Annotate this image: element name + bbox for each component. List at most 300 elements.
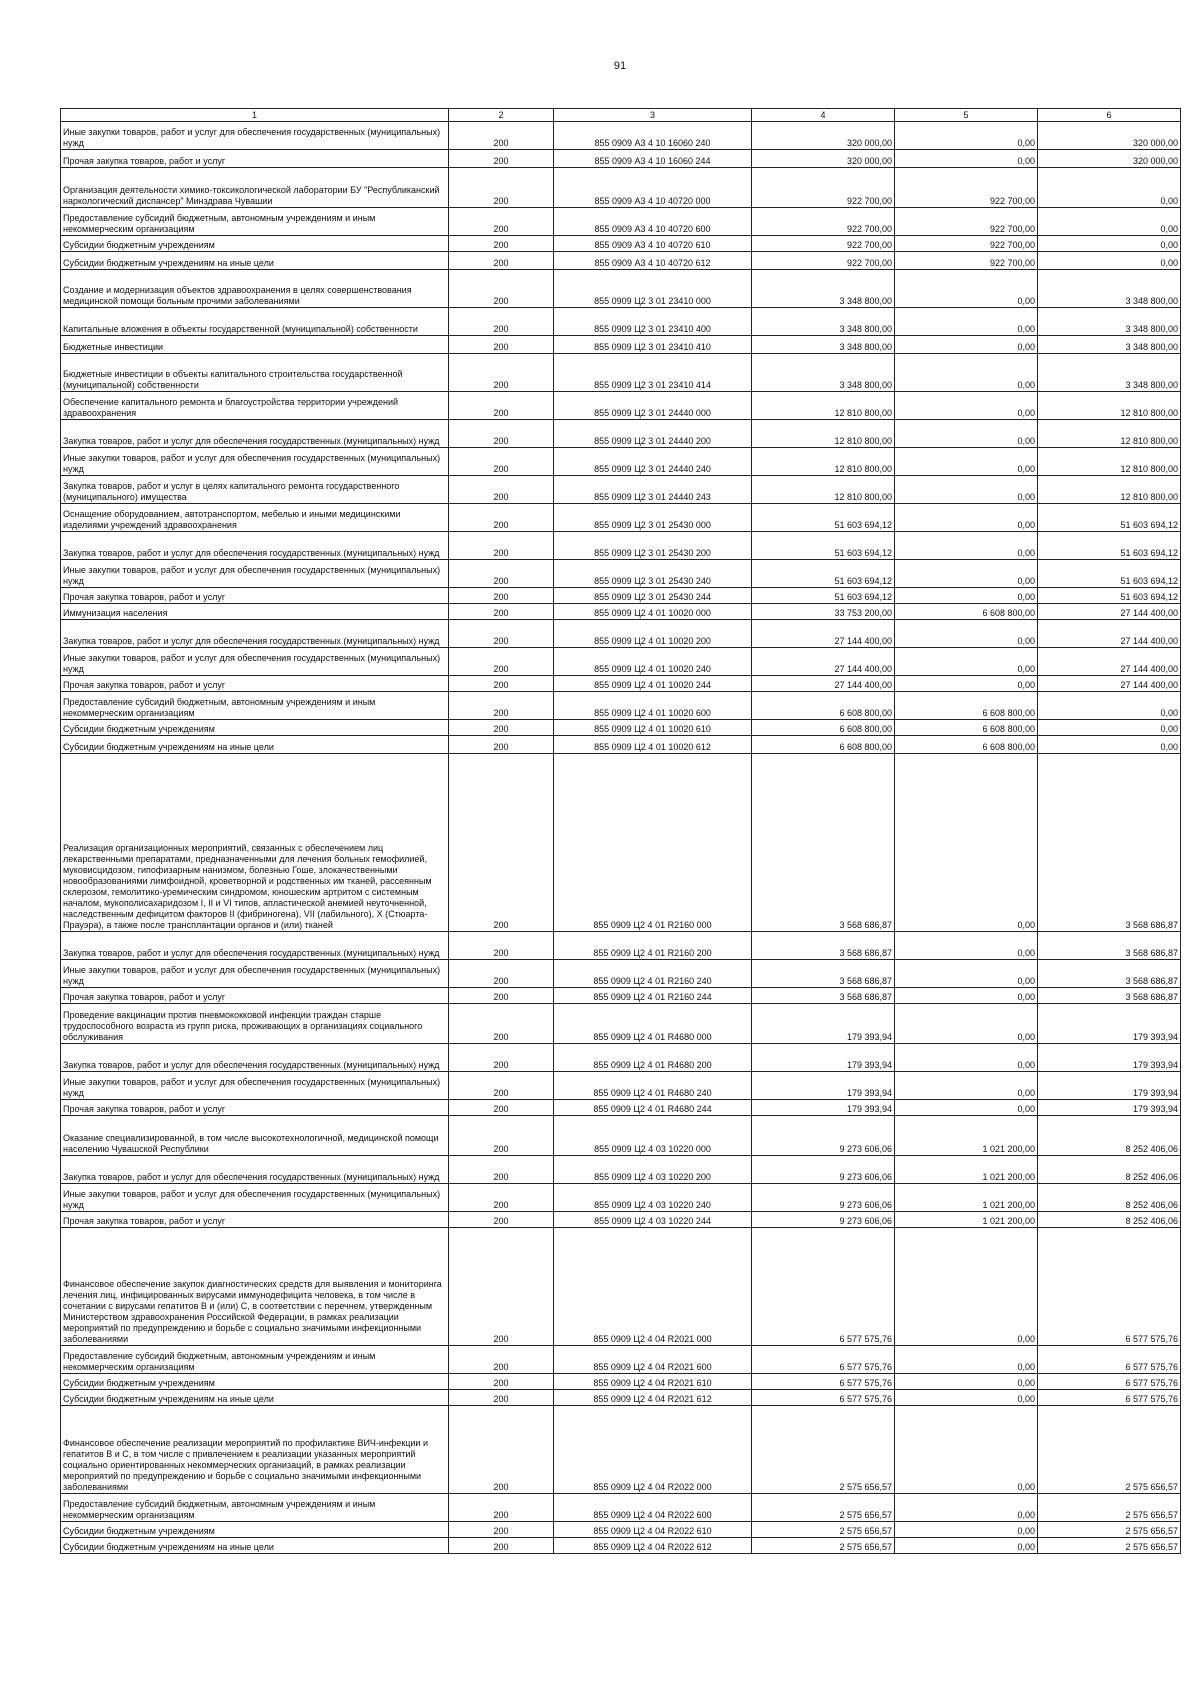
row-name: Субсидии бюджетным учреждениям [61,1522,449,1538]
row-value-col6: 12 810 800,00 [1038,476,1181,504]
row-value-col4: 320 000,00 [752,122,895,150]
row-name: Иные закупки товаров, работ и услуг для обеспечения государственных (муниципальных) нужд [61,448,449,476]
row-value-col5: 0,00 [895,1346,1038,1374]
row-name: Иные закупки товаров, работ и услуг для обеспечения государственных (муниципальных) нужд [61,560,449,588]
row-csr: 855 0909 Ц2 3 01 24440 243 [554,476,752,504]
table-body [61,122,1181,1554]
row-value-col4: 6 608 800,00 [752,736,895,754]
table-row [61,1116,1181,1156]
row-value-col5: 0,00 [895,308,1038,336]
row-value-col5: 0,00 [895,988,1038,1004]
row-value-col6: 3 568 686,87 [1038,988,1181,1004]
table-row [61,932,1181,960]
row-csr: 855 0909 Ц2 4 04 R2022 612 [554,1538,752,1554]
row-csr: 855 0909 Ц2 4 01 10020 610 [554,720,752,736]
row-value-col5: 6 608 800,00 [895,692,1038,720]
row-code: 200 [449,150,554,168]
row-name: Капитальные вложения в объекты государственной (муниципальной) собственности [61,308,449,336]
table-row [61,1494,1181,1522]
row-value-col5: 0,00 [895,270,1038,308]
row-csr: 855 0909 Ц2 4 04 R2021 000 [554,1228,752,1346]
table-row [61,1538,1181,1554]
row-name: Реализация организационных мероприятий, связанных с обеспечением лиц лекарственными препаратами, предназначенными для лечения больных гемофилией, муковисцидозом, гипофизарным нанизмом, болезнью Гоше, злокачественными новообразованиями лимфоидной, кроветворной и родственных им тканей, рассеянным склерозом, гемолитико-уремическим синдромом, юношеским артритом с системным началом, мукополисахаридозом I, II и VI типов, апластической анемией неуточненной, наследственным дефицитом факторов II (фибриногена), VII (лабильного), X (Стюарта-Прауэра), а также после трансплантации органов и (или) тканей [61,754,449,932]
row-code: 200 [449,1072,554,1100]
row-value-col4: 51 603 694,12 [752,588,895,604]
row-code: 200 [449,1374,554,1390]
row-value-col5: 922 700,00 [895,236,1038,252]
row-value-col6: 8 252 406,06 [1038,1212,1181,1228]
table-row [61,1100,1181,1116]
row-value-col5: 922 700,00 [895,208,1038,236]
row-name: Иммунизация населения [61,604,449,620]
table-row [61,754,1181,932]
row-csr: 855 0909 А3 4 10 16060 240 [554,122,752,150]
row-value-col6: 3 348 800,00 [1038,308,1181,336]
row-csr: 855 0909 Ц2 4 01 R4680 200 [554,1044,752,1072]
row-value-col4: 2 575 656,57 [752,1522,895,1538]
row-csr: 855 0909 Ц2 3 01 24440 200 [554,420,752,448]
row-csr: 855 0909 Ц2 4 01 R2160 000 [554,754,752,932]
row-csr: 855 0909 Ц2 3 01 25430 240 [554,560,752,588]
row-code: 200 [449,532,554,560]
row-value-col6: 2 575 656,57 [1038,1522,1181,1538]
row-code: 200 [449,392,554,420]
row-value-col6: 27 144 400,00 [1038,620,1181,648]
row-value-col6: 8 252 406,06 [1038,1184,1181,1212]
table-row [61,448,1181,476]
row-code: 200 [449,676,554,692]
row-code: 200 [449,1156,554,1184]
row-code: 200 [449,122,554,150]
row-name: Бюджетные инвестиции [61,336,449,354]
table-row [61,236,1181,252]
row-value-col6: 179 393,94 [1038,1072,1181,1100]
row-name: Прочая закупка товаров, работ и услуг [61,676,449,692]
row-value-col4: 33 753 200,00 [752,604,895,620]
row-code: 200 [449,420,554,448]
row-name: Оказание специализированной, в том числе высокотехнологичной, медицинской помощи населению Чувашской Республики [61,1116,449,1156]
row-value-col4: 922 700,00 [752,252,895,270]
table-row [61,692,1181,720]
row-value-col6: 0,00 [1038,720,1181,736]
table-row [61,122,1181,150]
row-value-col6: 6 577 575,76 [1038,1346,1181,1374]
column-header-1: 1 [61,109,449,122]
row-value-col4: 2 575 656,57 [752,1406,895,1494]
row-code: 200 [449,354,554,392]
row-name: Закупка товаров, работ и услуг для обеспечения государственных (муниципальных) нужд [61,932,449,960]
row-value-col6: 27 144 400,00 [1038,676,1181,692]
row-value-col4: 3 348 800,00 [752,336,895,354]
row-value-col4: 12 810 800,00 [752,392,895,420]
row-value-col6: 3 348 800,00 [1038,336,1181,354]
row-value-col4: 179 393,94 [752,1100,895,1116]
row-value-col4: 3 568 686,87 [752,960,895,988]
row-value-col5: 0,00 [895,620,1038,648]
row-name: Субсидии бюджетным учреждениям [61,236,449,252]
row-name: Оснащение оборудованием, автотранспортом, мебелью и иными медицинскими изделиями учреждений здравоохранения [61,504,449,532]
row-value-col4: 51 603 694,12 [752,504,895,532]
row-csr: 855 0909 Ц2 3 01 24440 000 [554,392,752,420]
row-value-col5: 1 021 200,00 [895,1184,1038,1212]
row-code: 200 [449,168,554,208]
row-csr: 855 0909 А3 4 10 16060 244 [554,150,752,168]
row-value-col6: 179 393,94 [1038,1044,1181,1072]
row-code: 200 [449,504,554,532]
row-value-col5: 0,00 [895,1072,1038,1100]
row-csr: 855 0909 Ц2 3 01 23410 414 [554,354,752,392]
row-name: Субсидии бюджетным учреждениям [61,720,449,736]
row-code: 200 [449,932,554,960]
row-code: 200 [449,1538,554,1554]
row-value-col5: 0,00 [895,1228,1038,1346]
column-header-4: 4 [752,109,895,122]
row-value-col5: 0,00 [895,676,1038,692]
row-value-col6: 0,00 [1038,736,1181,754]
row-value-col5: 0,00 [895,648,1038,676]
row-code: 200 [449,604,554,620]
table-row [61,560,1181,588]
row-value-col4: 922 700,00 [752,168,895,208]
row-value-col4: 3 568 686,87 [752,988,895,1004]
row-name: Финансовое обеспечение реализации мероприятий по профилактике ВИЧ-инфекции и гепатитов B и C, в том числе с привлечением к реализации указанных мероприятий социально ориентированных некоммерческих организаций, в рамках реализации мероприятий по предупреждению и борьбе с социально значимыми инфекционными заболеваниями [61,1406,449,1494]
row-code: 200 [449,308,554,336]
row-csr: 855 0909 А3 4 10 40720 612 [554,252,752,270]
row-name: Иные закупки товаров, работ и услуг для обеспечения государственных (муниципальных) нужд [61,960,449,988]
table-row [61,354,1181,392]
row-value-col6: 2 575 656,57 [1038,1406,1181,1494]
row-value-col4: 12 810 800,00 [752,420,895,448]
row-code: 200 [449,960,554,988]
table-row [61,676,1181,692]
column-header-3: 3 [554,109,752,122]
row-csr: 855 0909 Ц2 3 01 23410 400 [554,308,752,336]
row-value-col4: 6 577 575,76 [752,1390,895,1406]
row-csr: 855 0909 Ц2 4 01 R2160 200 [554,932,752,960]
row-value-col6: 179 393,94 [1038,1004,1181,1044]
row-value-col6: 2 575 656,57 [1038,1538,1181,1554]
row-csr: 855 0909 Ц2 4 01 R4680 244 [554,1100,752,1116]
row-csr: 855 0909 А3 4 10 40720 610 [554,236,752,252]
table-row [61,308,1181,336]
table-row [61,476,1181,504]
row-name: Иные закупки товаров, работ и услуг для обеспечения государственных (муниципальных) нужд [61,1072,449,1100]
table-row [61,1184,1181,1212]
row-code: 200 [449,720,554,736]
column-header-6: 6 [1038,109,1181,122]
row-code: 200 [449,252,554,270]
row-value-col5: 0,00 [895,1538,1038,1554]
table-row [61,1212,1181,1228]
row-name: Создание и модернизация объектов здравоохранения в целях совершенствования медицинской помощи больным прочими заболеваниями [61,270,449,308]
row-name: Закупка товаров, работ и услуг в целях капитального ремонта государственного (муниципального) имущества [61,476,449,504]
table-row [61,1156,1181,1184]
column-header-2: 2 [449,109,554,122]
row-value-col5: 0,00 [895,1406,1038,1494]
row-value-col5: 0,00 [895,1494,1038,1522]
row-csr: 855 0909 Ц2 4 03 10220 200 [554,1156,752,1184]
table-row [61,168,1181,208]
table-row [61,1406,1181,1494]
row-value-col6: 6 577 575,76 [1038,1374,1181,1390]
row-code: 200 [449,560,554,588]
row-value-col6: 51 603 694,12 [1038,504,1181,532]
row-value-col5: 0,00 [895,932,1038,960]
table-row [61,532,1181,560]
row-name: Субсидии бюджетным учреждениям на иные цели [61,1390,449,1406]
row-value-col5: 1 021 200,00 [895,1156,1038,1184]
row-csr: 855 0909 Ц2 4 01 R2160 240 [554,960,752,988]
row-code: 200 [449,1522,554,1538]
row-code: 200 [449,620,554,648]
row-value-col4: 2 575 656,57 [752,1494,895,1522]
table-row [61,1044,1181,1072]
row-value-col5: 0,00 [895,122,1038,150]
row-value-col4: 2 575 656,57 [752,1538,895,1554]
row-csr: 855 0909 А3 4 10 40720 000 [554,168,752,208]
row-value-col5: 0,00 [895,532,1038,560]
table-row [61,1228,1181,1346]
row-csr: 855 0909 Ц2 3 01 23410 410 [554,336,752,354]
row-csr: 855 0909 А3 4 10 40720 600 [554,208,752,236]
row-value-col5: 6 608 800,00 [895,736,1038,754]
row-code: 200 [449,448,554,476]
row-csr: 855 0909 Ц2 4 04 R2022 610 [554,1522,752,1538]
row-name: Субсидии бюджетным учреждениям [61,1374,449,1390]
row-value-col6: 0,00 [1038,252,1181,270]
table-row [61,720,1181,736]
table-row [61,336,1181,354]
row-code: 200 [449,1100,554,1116]
row-value-col6: 27 144 400,00 [1038,648,1181,676]
row-value-col6: 3 348 800,00 [1038,354,1181,392]
row-code: 200 [449,1406,554,1494]
row-code: 200 [449,1390,554,1406]
row-csr: 855 0909 Ц2 4 03 10220 000 [554,1116,752,1156]
row-csr: 855 0909 Ц2 4 01 10020 200 [554,620,752,648]
row-value-col6: 51 603 694,12 [1038,532,1181,560]
row-value-col5: 0,00 [895,960,1038,988]
row-name: Предоставление субсидий бюджетным, автономным учреждениям и иным некоммерческим организациям [61,208,449,236]
row-csr: 855 0909 Ц2 4 01 R2160 244 [554,988,752,1004]
row-value-col4: 6 577 575,76 [752,1374,895,1390]
row-value-col6: 12 810 800,00 [1038,392,1181,420]
row-code: 200 [449,988,554,1004]
row-value-col4: 9 273 606,06 [752,1212,895,1228]
row-csr: 855 0909 Ц2 4 01 10020 000 [554,604,752,620]
row-value-col6: 3 348 800,00 [1038,270,1181,308]
row-code: 200 [449,692,554,720]
row-value-col5: 0,00 [895,150,1038,168]
row-value-col4: 6 577 575,76 [752,1346,895,1374]
row-value-col4: 6 608 800,00 [752,692,895,720]
row-value-col6: 12 810 800,00 [1038,420,1181,448]
row-name: Закупка товаров, работ и услуг для обеспечения государственных (муниципальных) нужд [61,420,449,448]
row-code: 200 [449,336,554,354]
row-code: 200 [449,208,554,236]
row-value-col6: 3 568 686,87 [1038,960,1181,988]
row-name: Субсидии бюджетным учреждениям на иные цели [61,736,449,754]
row-name: Закупка товаров, работ и услуг для обеспечения государственных (муниципальных) нужд [61,620,449,648]
row-code: 200 [449,1228,554,1346]
row-value-col5: 0,00 [895,336,1038,354]
row-name: Прочая закупка товаров, работ и услуг [61,1212,449,1228]
row-value-col6: 51 603 694,12 [1038,588,1181,604]
row-value-col4: 179 393,94 [752,1044,895,1072]
row-value-col4: 51 603 694,12 [752,560,895,588]
row-value-col4: 179 393,94 [752,1072,895,1100]
row-code: 200 [449,476,554,504]
row-value-col6: 320 000,00 [1038,122,1181,150]
table-row [61,620,1181,648]
row-name: Закупка товаров, работ и услуг для обеспечения государственных (муниципальных) нужд [61,532,449,560]
row-value-col4: 3 568 686,87 [752,932,895,960]
row-code: 200 [449,236,554,252]
table-row [61,1374,1181,1390]
row-value-col5: 0,00 [895,476,1038,504]
row-csr: 855 0909 Ц2 3 01 24440 240 [554,448,752,476]
row-value-col6: 2 575 656,57 [1038,1494,1181,1522]
row-value-col5: 0,00 [895,1044,1038,1072]
table-row [61,270,1181,308]
row-code: 200 [449,1004,554,1044]
row-value-col4: 3 348 800,00 [752,270,895,308]
column-header-5: 5 [895,109,1038,122]
row-code: 200 [449,1184,554,1212]
row-value-col4: 3 348 800,00 [752,308,895,336]
row-csr: 855 0909 Ц2 4 01 10020 240 [554,648,752,676]
row-value-col4: 6 608 800,00 [752,720,895,736]
row-value-col4: 922 700,00 [752,236,895,252]
row-name: Иные закупки товаров, работ и услуг для обеспечения государственных (муниципальных) нужд [61,1184,449,1212]
row-name: Прочая закупка товаров, работ и услуг [61,588,449,604]
row-value-col4: 27 144 400,00 [752,620,895,648]
table-row [61,504,1181,532]
row-csr: 855 0909 Ц2 4 04 R2021 612 [554,1390,752,1406]
row-value-col4: 179 393,94 [752,1004,895,1044]
table-row [61,736,1181,754]
row-name: Организация деятельности химико-токсикологической лаборатории БУ "Республиканский наркологический диспансер" Минздрава Чувашии [61,168,449,208]
table-row [61,1346,1181,1374]
table-row [61,392,1181,420]
row-value-col5: 0,00 [895,448,1038,476]
table-row [61,604,1181,620]
row-name: Субсидии бюджетным учреждениям на иные цели [61,1538,449,1554]
table-row [61,1522,1181,1538]
row-value-col5: 0,00 [895,560,1038,588]
row-name: Прочая закупка товаров, работ и услуг [61,150,449,168]
row-value-col5: 922 700,00 [895,168,1038,208]
row-value-col4: 9 273 606,06 [752,1156,895,1184]
row-csr: 855 0909 Ц2 4 03 10220 240 [554,1184,752,1212]
row-value-col5: 0,00 [895,1100,1038,1116]
row-value-col4: 3 568 686,87 [752,754,895,932]
row-code: 200 [449,1494,554,1522]
row-name: Проведение вакцинации против пневмококковой инфекции граждан старше трудоспособного возраста из групп риска, проживающих в организациях социального обслуживания [61,1004,449,1044]
row-value-col6: 8 252 406,06 [1038,1156,1181,1184]
row-name: Прочая закупка товаров, работ и услуг [61,1100,449,1116]
table-row [61,252,1181,270]
row-name: Иные закупки товаров, работ и услуг для обеспечения государственных (муниципальных) нужд [61,122,449,150]
row-csr: 855 0909 Ц2 4 04 R2021 610 [554,1374,752,1390]
table-row [61,208,1181,236]
row-value-col4: 9 273 606,06 [752,1184,895,1212]
row-code: 200 [449,1116,554,1156]
row-code: 200 [449,1346,554,1374]
row-value-col5: 0,00 [895,1390,1038,1406]
table-row [61,960,1181,988]
row-csr: 855 0909 Ц2 4 03 10220 244 [554,1212,752,1228]
row-value-col6: 0,00 [1038,168,1181,208]
row-csr: 855 0909 Ц2 3 01 25430 000 [554,504,752,532]
table-row [61,588,1181,604]
row-code: 200 [449,1212,554,1228]
row-value-col6: 12 810 800,00 [1038,448,1181,476]
row-value-col5: 0,00 [895,392,1038,420]
budget-table [60,108,1181,1554]
row-name: Обеспечение капитального ремонта и благоустройства территории учреждений здравоохранения [61,392,449,420]
row-name: Иные закупки товаров, работ и услуг для обеспечения государственных (муниципальных) нужд [61,648,449,676]
table-row [61,1004,1181,1044]
table-row [61,648,1181,676]
row-value-col6: 0,00 [1038,208,1181,236]
row-code: 200 [449,1044,554,1072]
row-value-col6: 3 568 686,87 [1038,754,1181,932]
row-value-col5: 0,00 [895,1374,1038,1390]
row-name: Прочая закупка товаров, работ и услуг [61,988,449,1004]
row-value-col5: 0,00 [895,1522,1038,1538]
row-value-col5: 6 608 800,00 [895,604,1038,620]
table-row [61,420,1181,448]
row-value-col6: 0,00 [1038,692,1181,720]
row-value-col6: 320 000,00 [1038,150,1181,168]
row-value-col5: 6 608 800,00 [895,720,1038,736]
row-csr: 855 0909 Ц2 4 01 R4680 000 [554,1004,752,1044]
row-name: Закупка товаров, работ и услуг для обеспечения государственных (муниципальных) нужд [61,1044,449,1072]
row-csr: 855 0909 Ц2 3 01 25430 200 [554,532,752,560]
row-csr: 855 0909 Ц2 4 01 R4680 240 [554,1072,752,1100]
row-csr: 855 0909 Ц2 4 01 10020 600 [554,692,752,720]
row-value-col5: 0,00 [895,588,1038,604]
page-number: 91 [613,60,627,72]
row-name: Предоставление субсидий бюджетным, автономным учреждениям и иным некоммерческим организациям [61,1494,449,1522]
row-csr: 855 0909 Ц2 4 01 10020 612 [554,736,752,754]
row-name: Закупка товаров, работ и услуг для обеспечения государственных (муниципальных) нужд [61,1156,449,1184]
row-value-col4: 6 577 575,76 [752,1228,895,1346]
row-value-col4: 9 273 606,06 [752,1116,895,1156]
row-value-col5: 0,00 [895,504,1038,532]
row-csr: 855 0909 Ц2 4 04 R2022 600 [554,1494,752,1522]
row-code: 200 [449,754,554,932]
row-value-col6: 0,00 [1038,236,1181,252]
row-name: Бюджетные инвестиции в объекты капитального строительства государственной (муниципальной) собственности [61,354,449,392]
row-value-col6: 6 577 575,76 [1038,1228,1181,1346]
row-code: 200 [449,588,554,604]
row-csr: 855 0909 Ц2 4 04 R2021 600 [554,1346,752,1374]
header-row [61,109,1181,122]
row-value-col6: 3 568 686,87 [1038,932,1181,960]
row-value-col6: 8 252 406,06 [1038,1116,1181,1156]
row-value-col5: 0,00 [895,354,1038,392]
row-value-col5: 922 700,00 [895,252,1038,270]
row-name: Предоставление субсидий бюджетным, автономным учреждениям и иным некоммерческим организациям [61,692,449,720]
row-csr: 855 0909 Ц2 3 01 25430 244 [554,588,752,604]
table-header [61,109,1181,122]
row-csr: 855 0909 Ц2 4 04 R2022 000 [554,1406,752,1494]
row-value-col6: 27 144 400,00 [1038,604,1181,620]
row-value-col5: 0,00 [895,754,1038,932]
row-value-col5: 0,00 [895,1004,1038,1044]
